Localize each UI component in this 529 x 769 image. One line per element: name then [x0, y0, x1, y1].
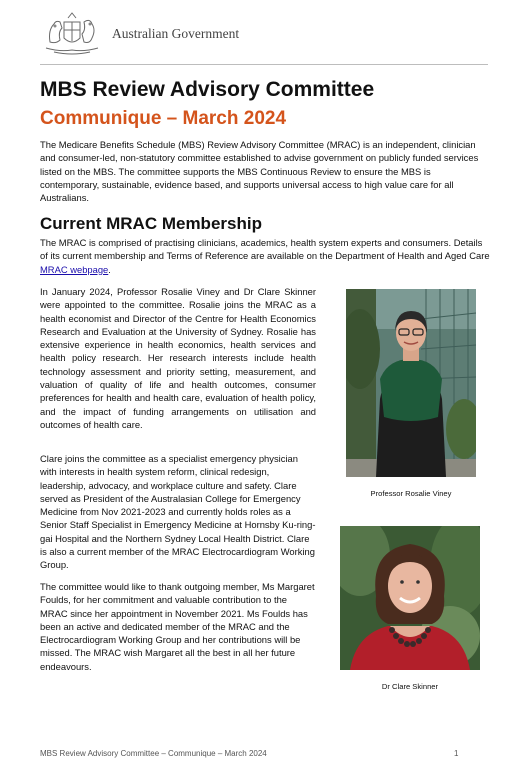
photo-caption-clare: Dr Clare Skinner [381, 682, 439, 691]
membership-end: . [108, 263, 111, 275]
page-subtitle: Communique – March 2024 [40, 108, 287, 129]
page-title: MBS Review Advisory Committee [40, 78, 375, 101]
intro-paragraph: The Medicare Benefits Schedule (MBS) Review Advisory Committee (MRAC) is an independent, clinician and consumer-led, non-statutory committee established to advise government on publicly funded services listed on the MBS. The committee supports the MBS Continuous Review to ensure the MBS is contemporary, sustainable, evidence based, and supports universal access to high value care for all Australians. [40, 139, 479, 204]
thanks-paragraph: The committee would like to thank outgoing member, Ms Margaret Foulds, for her commitment and valuable contribution to the MRAC since her appointment in November 2021. Ms Foulds has been an active and dedicated member of the MRAC and the Electrocardiogram Working Group and her contributions will be missed. The MRAC wish Margaret all the best in all her future endeavours. [40, 581, 315, 672]
photo-caption-rosalie: Professor Rosalie Viney [370, 489, 452, 498]
page-number: 1 [454, 749, 459, 758]
clare-paragraph: Clare joins the committee as a specialist emergency physician with interests in health system reform, clinical redesign, leadership, advocacy, and workplace culture and safety. Clare served as President of the Australasian College for Emergency Medicine from Nov 2021-2023 and currently holds roles as a Senior Staff Specialist in Emergency Medicine at Hornsby Ku-ring-gai Hospital and the Northern Sydney Local Health District. Clare is also a current member of the MRAC Electrocardiogram Working Group. [40, 453, 316, 571]
mrac-webpage-link[interactable]: MRAC webpage [40, 263, 109, 275]
header-divider [40, 64, 488, 65]
appointment-paragraph: In January 2024, Professor Rosalie Viney and Dr Clare Skinner were appointed to the committee. Rosalie joins the MRAC as a health economist and Director of the Centre for Health Economics Research and Evaluation at the University of Sydney. Rosalie has extensive experience in health economics, health services and health policy research. Her research interests include health technology assessment and priority setting, measurement, and valuation of quality of life and health outcomes, consumer preferences for health and health care, evaluation of health policy, and the impact of funding arrangements on utilisation and outcomes of health care. [40, 286, 316, 430]
government-name: Australian Government [112, 26, 240, 41]
section-heading: Current MRAC Membership [40, 214, 262, 233]
footer-text: MBS Review Advisory Committee – Communique – March 2024 [40, 749, 267, 758]
membership-paragraph [40, 236, 490, 276]
coat-of-arms-logo [40, 8, 104, 58]
clare-skinner-photo [340, 526, 480, 670]
membership-text: The MRAC is comprised of practising clinicians, academics, health system experts and consumers. Details of its current membership and Terms of Reference are available on the Department of Health and Aged Care [40, 237, 490, 262]
rosalie-viney-photo [346, 289, 476, 477]
